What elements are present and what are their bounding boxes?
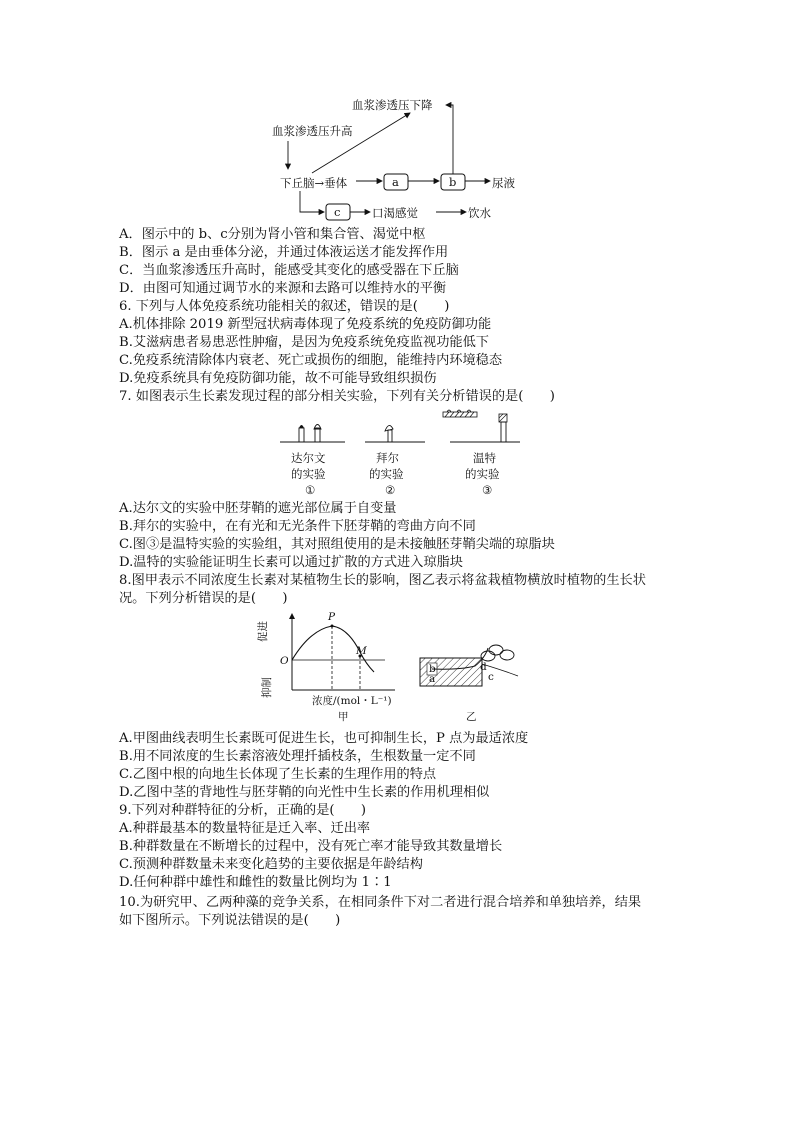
exp2-name: 拜尔 xyxy=(376,451,399,465)
label-d: d xyxy=(480,661,487,673)
q7-option-a: A.达尔文的实验中胚芽鞘的遮光部位属于自变量 xyxy=(119,501,397,516)
q7-stem: 7. 如图表示生长素发现过程的部分相关实验，下列有关分析错误的是( ) xyxy=(119,389,555,404)
q5-option-c: C．当血浆渗透压升高时，能感受其变化的感受器在下丘脑 xyxy=(119,263,459,278)
xlabel: 浓度/(mol・L⁻¹) xyxy=(312,695,392,707)
auxin-experiments-figure xyxy=(275,408,535,500)
point-m-label: M xyxy=(356,645,367,657)
q8-option-b: B.用不同浓度的生长素溶液处理扦插枝条，生根数量一定不同 xyxy=(119,749,476,764)
exp2-num: ② xyxy=(385,483,396,497)
ylabel-promote: 促进 xyxy=(257,621,269,642)
hypothalamus-pituitary-label: 下丘脑→垂体 xyxy=(280,176,348,190)
caption-jia: 甲 xyxy=(338,711,349,723)
q9-option-c: C.预测种群数量未来变化趋势的主要依据是年龄结构 xyxy=(119,857,423,872)
peak-label: P xyxy=(328,611,336,623)
thirst-label: 口渴感觉 xyxy=(372,206,418,220)
q9-option-b: B.种群数量在不断增长的过程中，没有死亡率才能导致其数量增长 xyxy=(119,839,503,854)
q6-option-b: B.艾滋病患者易患恶性肿瘤，是因为免疫系统免疫监视功能低下 xyxy=(119,335,489,350)
exp1-num: ① xyxy=(305,483,316,497)
q8-stem-line1: 8.图甲表示不同浓度生长素对某植物生长的影响，图乙表示将盆栽植物横放时植物的生长状 xyxy=(119,573,646,588)
plasma-osmotic-down-label: 血浆渗透压下降 xyxy=(352,98,433,112)
q6-option-a: A.机体排除 2019 新型冠状病毒体现了免疫系统的免疫防御功能 xyxy=(119,317,492,332)
q6-option-c: C.免疫系统清除体内衰老、死亡或损伤的细胞，能维持内环境稳态 xyxy=(119,353,503,368)
q7-option-d: D.温特的实验能证明生长素可以通过扩散的方式进入琼脂块 xyxy=(119,555,463,570)
q5-option-b: B．图示 a 是由垂体分泌，并通过体液运送才能发挥作用 xyxy=(119,245,449,260)
ylabel-inhibit: 抑制 xyxy=(261,677,273,698)
q9-stem: 9.下列对种群特征的分析，正确的是( ) xyxy=(119,803,367,818)
drink-label: 饮水 xyxy=(468,206,491,220)
q5-option-d: D．由图可知通过调节水的来源和去路可以维持水的平衡 xyxy=(119,281,447,296)
q5-option-a: A．图示中的 b、c分别为肾小管和集合管、渴觉中枢 xyxy=(119,227,426,242)
origin-label: O xyxy=(280,655,289,667)
q7-option-c: C.图③是温特实验的实验组，其对照组使用的是未接触胚芽鞘尖端的琼脂块 xyxy=(119,537,555,552)
exp3-num: ③ xyxy=(482,483,493,497)
plasma-osmotic-up-label: 血浆渗透压升高 xyxy=(272,124,353,138)
caption-yi: 乙 xyxy=(466,711,477,723)
q9-option-d: D.任何种群中雄性和雌性的数量比例均为 1∶1 xyxy=(119,875,392,890)
q8-option-c: C.乙图中根的向地生长体现了生长素的生理作用的特点 xyxy=(119,767,437,782)
q9-option-a: A.种群最基本的数量特征是迁入率、迁出率 xyxy=(119,821,371,836)
q8-stem-line2: 况。下列分析错误的是( ) xyxy=(119,591,288,606)
q6-option-d: D.免疫系统具有免疫防御功能，故不可能导致组织损伤 xyxy=(119,371,437,386)
box-c-label: c xyxy=(334,205,341,219)
urine-label: 尿液 xyxy=(492,176,515,190)
label-c: c xyxy=(488,671,494,683)
exp1-name: 达尔文 xyxy=(291,451,326,465)
q10-stem-line2: 如下图所示。下列说法错误的是( ) xyxy=(119,913,341,928)
auxin-concentration-figure xyxy=(257,608,560,726)
exp2-name2: 的实验 xyxy=(369,467,404,481)
box-b-label: b xyxy=(449,175,457,189)
q8-option-a: A.甲图曲线表明生长素既可促进生长，也可抑制生长，P 点为最适浓度 xyxy=(119,731,529,746)
label-a: a xyxy=(429,673,436,685)
label-b: b xyxy=(429,663,436,675)
exp3-name2: 的实验 xyxy=(465,467,500,481)
q6-stem: 6. 下列与人体免疫系统功能相关的叙述，错误的是( ) xyxy=(119,299,450,314)
q8-option-d: D.乙图中茎的背地性与胚芽鞘的向光性中生长素的作用机理相似 xyxy=(119,785,490,800)
water-balance-diagram xyxy=(260,95,560,225)
exp1-name2: 的实验 xyxy=(291,467,326,481)
box-a-label: a xyxy=(392,175,399,189)
q10-stem-line1: 10.为研究甲、乙两种藻的竞争关系，在相同条件下对二者进行混合培养和单独培养，结果 xyxy=(119,895,642,910)
q7-option-b: B.拜尔的实验中，在有光和无光条件下胚芽鞘的弯曲方向不同 xyxy=(119,519,476,534)
exp3-name: 温特 xyxy=(473,451,496,465)
